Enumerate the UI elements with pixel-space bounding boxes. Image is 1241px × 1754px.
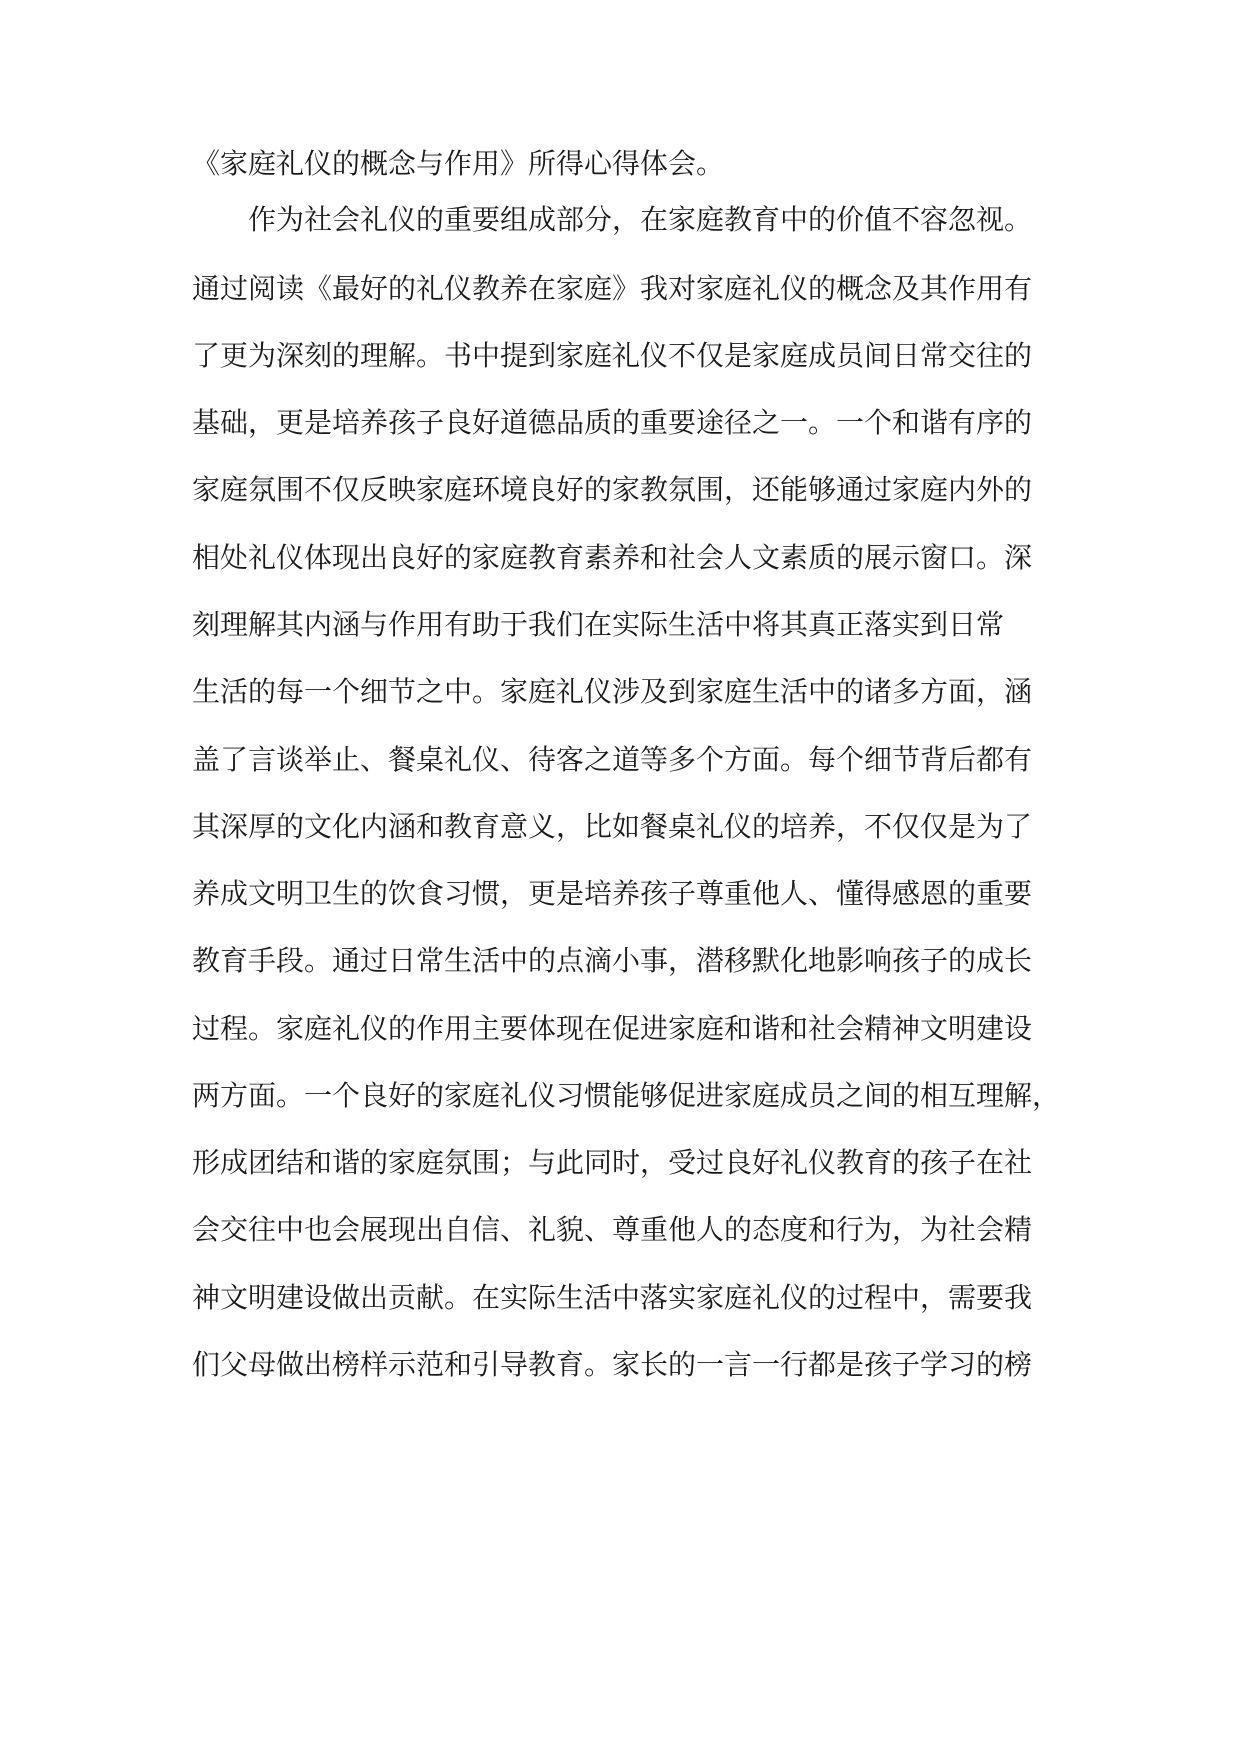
text-line-5: 基础，更是培养孩子良好道德品质的重要途径之一。一个和谐有序的 [192, 406, 1033, 439]
text-line-1: 《家庭礼仪的概念与作用》所得心得体会。 [192, 147, 725, 180]
text-line-8: 刻理解其内涵与作用有助于我们在实际生活中将其真正落实到日常 [192, 608, 1005, 641]
text-line-10: 盖了言谈举止、餐桌礼仪、待客之道等多个方面。每个细节背后都有 [192, 743, 1033, 776]
text-line-11: 其深厚的文化内涵和教育意义，比如餐桌礼仪的培养，不仅仅是为了 [192, 810, 1033, 843]
text-line-9: 生活的每一个细节之中。家庭礼仪涉及到家庭生活中的诸多方面，涵 [192, 675, 1033, 708]
text-line-17: 会交往中也会展现出自信、礼貌、尊重他人的态度和行为，为社会精 [192, 1213, 1033, 1246]
text-line-16: 形成团结和谐的家庭氛围；与此同时，受过良好礼仪教育的孩子在社 [192, 1146, 1033, 1179]
text-line-18: 神文明建设做出贡献。在实际生活中落实家庭礼仪的过程中，需要我 [192, 1281, 1033, 1314]
text-line-3: 通过阅读《最好的礼仪教养在家庭》我对家庭礼仪的概念及其作用有 [192, 272, 1033, 305]
text-line-19: 们父母做出榜样示范和引导教育。家长的一言一行都是孩子学习的榜 [192, 1348, 1033, 1381]
text-line-14: 过程。家庭礼仪的作用主要体现在促进家庭和谐和社会精神文明建设 [192, 1012, 1033, 1045]
text-line-12: 养成文明卫生的饮食习惯，更是培养孩子尊重他人、懂得感恩的重要 [192, 877, 1033, 910]
text-line-6: 家庭氛围不仅反映家庭环境良好的家教氛围，还能够通过家庭内外的 [192, 473, 1033, 506]
text-line-7: 相处礼仪体现出良好的家庭教育素养和社会人文素质的展示窗口。深 [192, 541, 1033, 574]
text-line-4: 了更为深刻的理解。书中提到家庭礼仪不仅是家庭成员间日常交往的 [192, 339, 1033, 372]
text-line-15: 两方面。一个良好的家庭礼仪习惯能够促进家庭成员之间的相互理解， [192, 1079, 1061, 1112]
text-line-13: 教育手段。通过日常生活中的点滴小事，潜移默化地影响孩子的成长 [192, 944, 1033, 977]
paragraph-first-line: 作为社会礼仪的重要组成部分，在家庭教育中的价值不容忽视。 [248, 203, 1033, 236]
